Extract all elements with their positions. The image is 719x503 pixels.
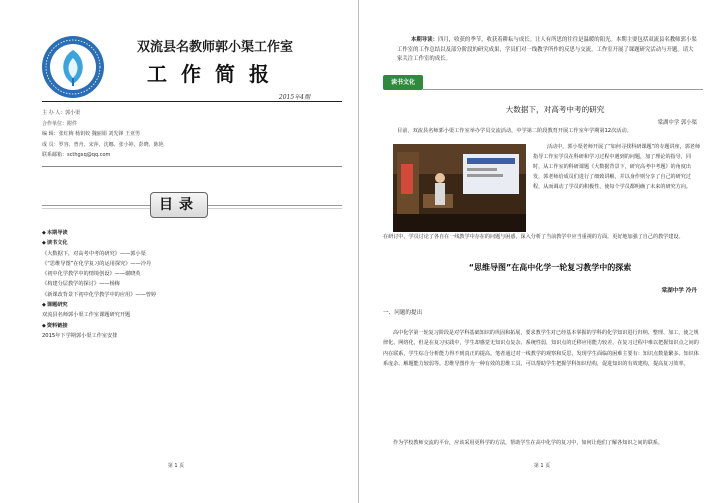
article-body: 高中化学第一轮复习阶段是对学科基础知识的巩固和拓展，要求教学生对已经基本掌握的学科的化学知识进行归纳、整理、加工，使之规律化、网络化，但是在复习实践中，学生却感觉无知识点复杂、系统性弱，知识点的迁移应用能力较差，在复习过程中难以把握知识点之间的内在联系，学生综合分析能力得不到真正的提高。笔者通过对一线教学的观察和反思，发现学生面临的困难主要有：知识点数量繁多、知识体系庞杂、解题能力较弱等。思维导图作为一种有效的思维工具，可以帮助学生把握学科知识结构，促进知识的有效建构，提高复习效率。	[383, 330, 699, 368]
toc-item[interactable]: 2015年下学期郭小渠工作室安排	[42, 332, 118, 339]
article-section-heading: 一、问题的提出	[383, 310, 423, 316]
info-block	[42, 108, 342, 161]
article-title: 大数据下，对高考中考的研究	[505, 105, 605, 114]
page-divider	[358, 0, 359, 503]
article-author: 棠湖中学 冷丹	[661, 288, 697, 294]
section-rule	[423, 89, 703, 90]
toc-item[interactable]: 《新课改背景下初中化学教学中的应用》——曾婷	[42, 291, 157, 298]
table-of-contents	[42, 228, 342, 341]
info-line: 联系邮箱：scthgxq@qq.com	[42, 152, 111, 158]
toc-section[interactable]: ◆ 读书文化	[42, 238, 342, 248]
school-logo-icon	[40, 34, 106, 100]
toc-section[interactable]: ◆ 本期导读	[42, 228, 342, 238]
article-body: 作为学校教师交流的平台，应该采用更科学的方法，帮助学生在高中化学的复习中，如何让他们了解各知识之间的联系。	[393, 440, 663, 446]
newsletter-cover-page	[0, 0, 352, 503]
section-tab[interactable]: 读书文化	[383, 75, 423, 90]
newsletter-title: 工作简报	[147, 62, 283, 86]
lecture-photo	[393, 144, 526, 232]
toc-label: 目录	[150, 192, 208, 218]
info-line: 主 办 人：郭小渠	[42, 110, 81, 116]
page-number: 第 1 页	[533, 463, 551, 469]
issue-number: 2015年4期	[278, 94, 310, 101]
office-title: 双流县名教师郭小渠工作室	[136, 40, 293, 55]
article-author: 棠湖中学 郭小渠	[657, 120, 697, 126]
article-body: 活动中，郭小渠老师开展了“如何寻找科研课题”的专题讲座，郭老师指导工作室学员在科研和学习过程中遇到的问题，加了理论的指导，同时，从工作室的科研课题《大数据背景下，研究高考中考题》的角度出发，郭老师给成员们进行了细致讲解，并以身作则分享了自己的研究过程，从而调动了学员的积极性，使每个学员都明确了未来的研究方向。	[533, 144, 700, 190]
toc-item[interactable]: 《构建分层教学的探讨》——杨梅	[42, 281, 120, 288]
info-line: 成 员：罗容、曾舟、宋萍、沈娜、张小婷、彭晓、陈艳	[42, 141, 164, 148]
info-line: 编 辑：张红梅 杨钥姣 魏丽娟 刘先锋 王亚男	[42, 131, 140, 137]
toc-item[interactable]: 《初中化学教学中的情境创设》——谢晓英	[42, 271, 141, 278]
newsletter-article-page	[365, 0, 719, 503]
toc-section[interactable]: ◆ 课题研究	[42, 300, 342, 310]
page-number: 第 1 页	[167, 463, 185, 469]
toc-section[interactable]: ◆ 资料链接	[42, 321, 342, 331]
info-rule	[42, 166, 342, 167]
article-title: “思维导图”在高中化学一轮复习教学中的探索	[468, 263, 632, 272]
info-line: 合作单位：附件	[42, 120, 78, 127]
toc-item[interactable]: 《大数据下，对高考中考的研究》——郭小渠	[42, 250, 146, 257]
article-lead: 目前，双流县名师郭小渠工作室举办学员交流活动，中学第二阶段教育开展工作室年学期第12次活动。	[397, 128, 632, 134]
toc-item[interactable]: 《“思维导图”在化学复习的运用探究》——冷丹	[42, 260, 152, 267]
toc-item[interactable]: 双流县名师郭小渠工作室课题研究开题	[42, 312, 131, 319]
toc-banner	[42, 188, 342, 224]
article-tail: 在研讨中，学员讨论了各自在一线教学中存在的问题与困惑，深入分析了当前教学中应当重视的方面，更好地加强了自己的教学建设。	[383, 234, 684, 240]
intro-text: 四月，收获的季节，收获着耕耘与成长。让人有所思的往往是温暖的阳光。本期主要包括双流县名教师郭小渠工作室的工作总结以及部分阶段的研究成果，学员们对一线教学所作的反思与交流，工作室开展了课题研究活动与开题。请大家关注工作室的成长。	[397, 37, 697, 63]
header-rule	[42, 101, 342, 102]
intro-paragraph	[397, 36, 697, 65]
intro-lead: 本期导读：	[411, 37, 438, 43]
